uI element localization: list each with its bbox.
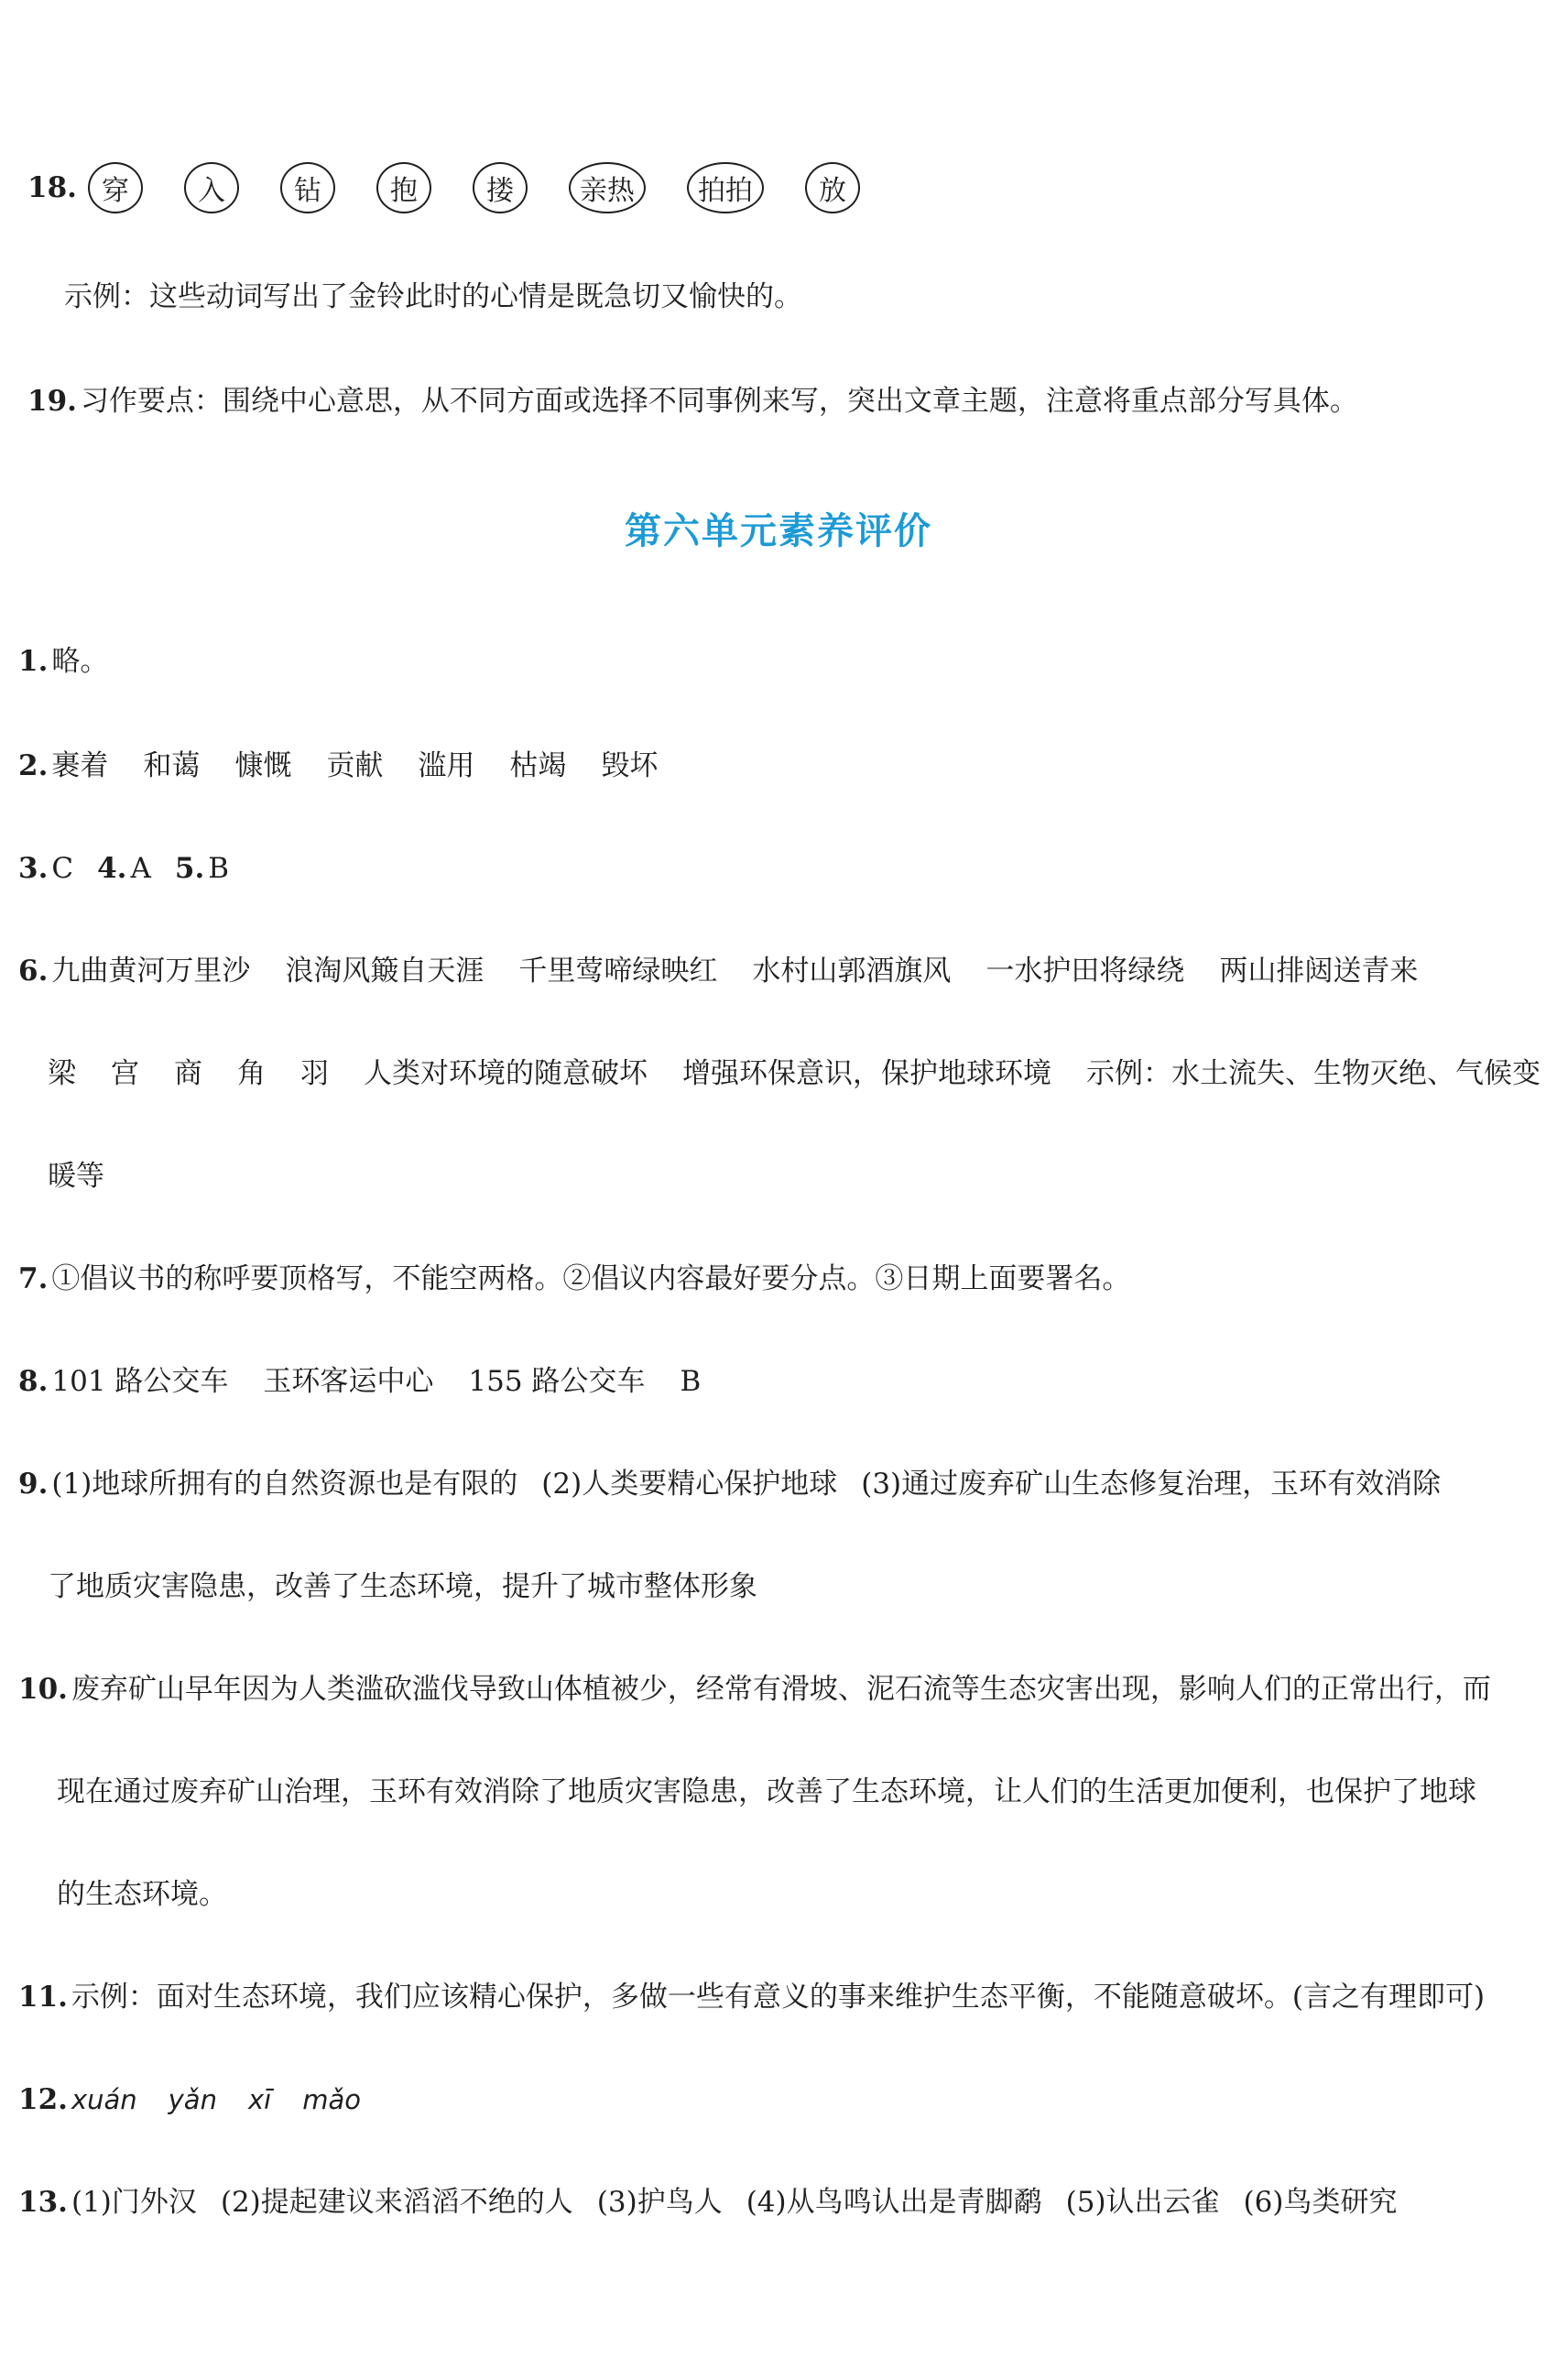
q10-number: 10. bbox=[18, 1673, 68, 1706]
q6-note: 梁 bbox=[48, 1057, 76, 1090]
q6-poem-line: 千里莺啼绿映红 bbox=[518, 955, 718, 988]
q13-number: 13. bbox=[18, 2186, 68, 2219]
q9-part: (1)地球所拥有的自然资源也是有限的 bbox=[51, 1468, 518, 1501]
q18-verb-circle: 入 bbox=[184, 162, 239, 213]
q2-word: 枯竭 bbox=[509, 749, 567, 782]
q6-line-3: 暖等 bbox=[48, 1160, 104, 1193]
q12-pinyin: xuán bbox=[71, 2084, 137, 2115]
q9-part: (3)通过废弃矿山生态修复治理，玉环有效消除 bbox=[861, 1468, 1442, 1501]
q7-number: 7. bbox=[18, 1262, 49, 1295]
q19-number: 19. bbox=[27, 385, 77, 418]
q2-word: 贡献 bbox=[326, 749, 384, 782]
q8-item: 玉环客运中心 bbox=[263, 1365, 434, 1398]
q18-verb-circle: 放 bbox=[805, 162, 860, 213]
q7-text: ①倡议书的称呼要顶格写，不能空两格。②倡议内容最好要分点。③日期上面要署名。 bbox=[51, 1262, 1131, 1295]
q18-verb-circle: 拍拍 bbox=[687, 162, 764, 213]
q1-number: 1. bbox=[18, 645, 49, 678]
q3-5-answers bbox=[18, 848, 229, 889]
q2-word: 和蔼 bbox=[143, 749, 201, 782]
q4-number: 4. bbox=[97, 852, 127, 885]
q5-number: 5. bbox=[174, 852, 205, 885]
q13-item: (1)门外汉 bbox=[71, 2186, 197, 2219]
q2-word: 毁坏 bbox=[601, 749, 659, 782]
q7-answer bbox=[18, 1259, 1130, 1299]
q2-word: 裹着 bbox=[51, 749, 109, 782]
q2-word: 慷慨 bbox=[234, 749, 292, 782]
q12-answer bbox=[18, 2080, 392, 2120]
q2-number: 2. bbox=[18, 749, 49, 782]
q9-number: 9. bbox=[18, 1468, 49, 1501]
q13-item: (4)从鸟鸣认出是青脚鹬 bbox=[746, 2186, 1042, 2219]
q6-number: 6. bbox=[18, 955, 49, 988]
q6-line-1 bbox=[18, 951, 1418, 991]
q12-pinyin: mǎo bbox=[302, 2084, 361, 2115]
q10-text: 废弃矿山早年因为人类滥砍滥伐导致山体植被少，经常有滑坡、泥石流等生态灾害出现，影响人们的正常出行，而 bbox=[71, 1673, 1491, 1706]
q6-text: 示例：水土流失、生物灭绝、气候变 bbox=[1086, 1057, 1541, 1090]
q6-poem-line: 浪淘风簸自天涯 bbox=[285, 955, 485, 988]
q13-item: (5)认出云雀 bbox=[1065, 2186, 1220, 2219]
q6-text: 人类对环境的随意破坏 bbox=[364, 1057, 648, 1090]
q18-example: 示例：这些动词写出了金铃此时的心情是既急切又愉快的。 bbox=[64, 280, 802, 313]
q5-answer: B bbox=[208, 852, 230, 885]
q6-note: 商 bbox=[174, 1057, 202, 1090]
q8-item: 101 路公交车 bbox=[51, 1365, 229, 1398]
q11-text: 示例：面对生态环境，我们应该精心保护，多做一些有意义的事来维护生态平衡，不能随意破坏。(言之有理即可) bbox=[71, 1981, 1486, 2014]
q2-answer bbox=[18, 746, 658, 786]
q6-poem-line: 两山排闼送青来 bbox=[1219, 955, 1419, 988]
q6-poem-line: 水村山郭酒旗风 bbox=[752, 955, 952, 988]
q9-line-1 bbox=[18, 1464, 1441, 1504]
q10-line-3: 的生态环境。 bbox=[57, 1878, 227, 1911]
q18-verb-circle: 抱 bbox=[376, 162, 431, 213]
q18-verb-circle: 亲热 bbox=[569, 162, 646, 213]
q18-verb-circle: 搂 bbox=[473, 162, 528, 213]
q13-item: (2)提起建议来滔滔不绝的人 bbox=[220, 2186, 573, 2219]
q11-number: 11. bbox=[18, 1981, 68, 2014]
q13-item: (3)护鸟人 bbox=[596, 2186, 723, 2219]
q11-answer bbox=[18, 1977, 1485, 2017]
q6-poem-line: 一水护田将绿绕 bbox=[985, 955, 1185, 988]
q6-note: 羽 bbox=[300, 1057, 329, 1090]
q10-line-1 bbox=[18, 1669, 1491, 1709]
q9-part: (2)人类要精心保护地球 bbox=[541, 1468, 838, 1501]
q19-answer bbox=[27, 381, 1358, 421]
section-title: 第六单元素养评价 bbox=[625, 510, 932, 552]
q6-line-2 bbox=[48, 1054, 1541, 1094]
q8-answer bbox=[18, 1361, 701, 1402]
q19-text: 习作要点：围绕中心意思，从不同方面或选择不同事例来写，突出文章主题，注意将重点部分写具体。 bbox=[80, 385, 1358, 418]
q3-number: 3. bbox=[18, 852, 49, 885]
q12-pinyin: xī bbox=[247, 2084, 272, 2115]
q10-line-2: 现在通过废弃矿山治理，玉环有效消除了地质灾害隐患，改善了生态环境，让人们的生活更加便利，也保护了地球 bbox=[57, 1775, 1476, 1808]
q18-verb-circle: 钻 bbox=[280, 162, 335, 213]
q6-poem-line: 九曲黄河万里沙 bbox=[51, 955, 251, 988]
q8-number: 8. bbox=[18, 1365, 49, 1398]
q6-note: 角 bbox=[237, 1057, 266, 1090]
q1-text: 略。 bbox=[51, 645, 109, 678]
q6-text: 增强环保意识，保护地球环境 bbox=[682, 1057, 1051, 1090]
q18-verb-circle: 穿 bbox=[88, 162, 143, 213]
q9-line-2: 了地质灾害隐患，改善了生态环境，提升了城市整体形象 bbox=[48, 1570, 757, 1603]
q2-word: 滥用 bbox=[418, 749, 475, 782]
q18-number: 18. bbox=[27, 171, 77, 204]
q4-answer: A bbox=[130, 852, 151, 885]
q1-answer bbox=[18, 641, 108, 682]
q18-verb-row bbox=[27, 156, 901, 220]
q13-item: (6)鸟类研究 bbox=[1243, 2186, 1398, 2219]
q8-item: B bbox=[680, 1365, 702, 1398]
q3-answer: C bbox=[51, 852, 74, 885]
q12-pinyin: yǎn bbox=[168, 2084, 217, 2115]
q12-number: 12. bbox=[18, 2083, 68, 2116]
q13-answer bbox=[18, 2182, 1397, 2222]
q6-note: 宫 bbox=[111, 1057, 139, 1090]
q8-item: 155 路公交车 bbox=[468, 1365, 646, 1398]
